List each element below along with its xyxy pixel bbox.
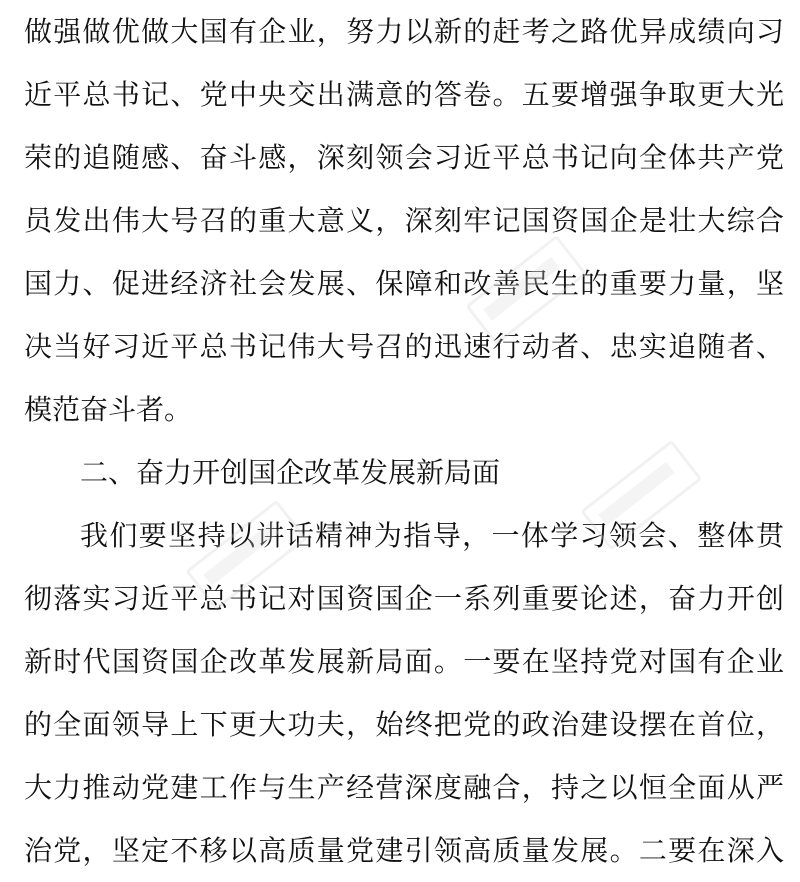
document-body bbox=[24, 0, 784, 882]
paragraph-line: 的全面领导上下更大功夫，始终把党的政治建设摆在首位， bbox=[24, 708, 784, 741]
paragraph-line: 我们要坚持以讲话精神为指导，一体学习领会、整体贯 bbox=[80, 519, 784, 552]
paragraph-line: 荣的追随感、奋斗感，深刻领会习近平总书记向全体共产党 bbox=[24, 141, 784, 174]
paragraph-line: 决当好习近平总书记伟大号召的迅速行动者、忠实追随者、 bbox=[24, 330, 784, 363]
paragraph-line: 治党，坚定不移以高质量党建引领高质量发展。二要在深入 bbox=[24, 834, 784, 867]
paragraph-line: 做强做优做大国有企业，努力以新的赶考之路优异成绩向习 bbox=[24, 15, 784, 48]
paragraph-line: 新时代国资国企改革发展新局面。一要在坚持党对国有企业 bbox=[24, 645, 784, 678]
paragraph-line: 国力、促进经济社会发展、保障和改善民生的重要力量，坚 bbox=[24, 267, 784, 300]
paragraph-line: 模范奋斗者。 bbox=[24, 393, 193, 426]
paragraph-line: 彻落实习近平总书记对国资国企一系列重要论述，奋力开创 bbox=[24, 582, 784, 615]
section-heading: 二、奋力开创国企改革发展新局面 bbox=[80, 456, 501, 489]
paragraph-line: 近平总书记、党中央交出满意的答卷。五要增强争取更大光 bbox=[24, 78, 784, 111]
paragraph-line: 大力推动党建工作与生产经营深度融合，持之以恒全面从严 bbox=[24, 771, 784, 804]
paragraph-line: 员发出伟大号召的重大意义，深刻牢记国资国企是壮大综合 bbox=[24, 204, 784, 237]
